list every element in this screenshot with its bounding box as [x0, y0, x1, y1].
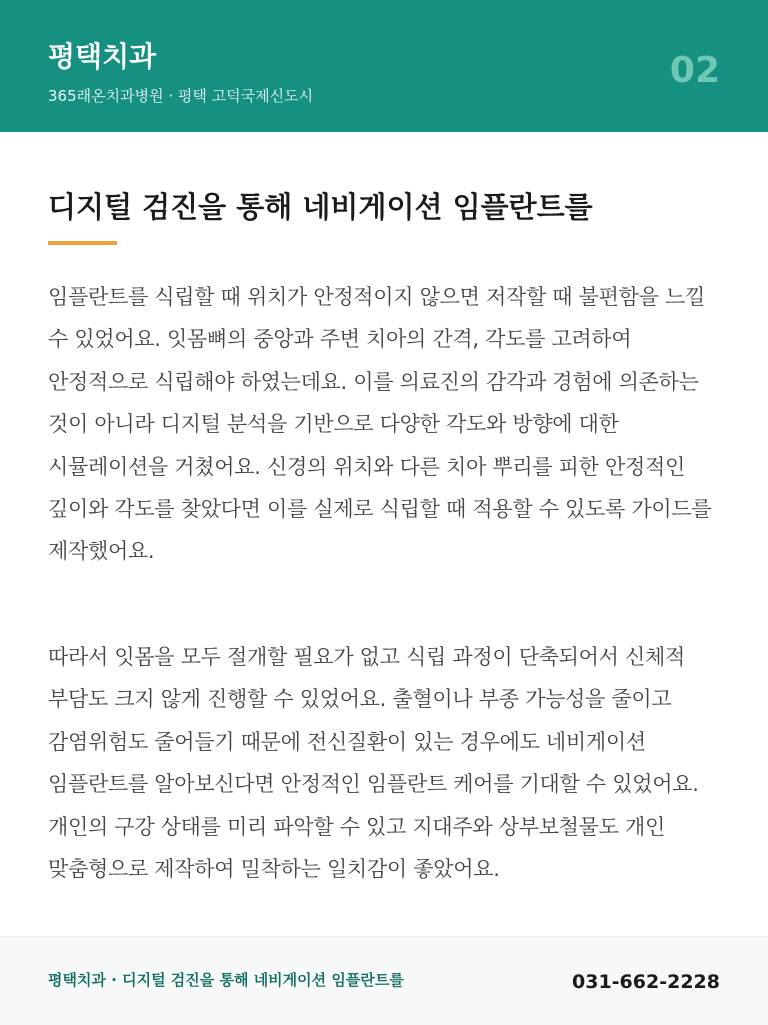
- title-accent-bar: [48, 241, 117, 245]
- footer-caption: 평택치과 · 디지털 검진을 통해 네비게이션 임플란트를: [48, 971, 404, 989]
- article-paragraph-1: 임플란트를 식립할 때 위치가 안정적이지 않으면 저작할 때 불편함을 느낄 수 있었어요. 잇몸뼈의 중앙과 주변 치아의 간격, 각도를 고려하여 안정적으로 식립해야 하였는데요. 이를 의료진의 감각과 경험에 의존하는 것이 아니라 디지털 분석을 기반으로 다양한 각도와 방향에 대한 시뮬레이션을 거쳤어요. 신경의 위치와 다른 치아 뿌리를 피한 안정적인 깊이와 각도를 찾았다면 이를 실제로 식립할 때 적용할 수 있도록 가이드를 제작했어요.: [48, 285, 712, 564]
- article-title: 디지털 검진을 통해 네비게이션 임플란트를: [48, 190, 593, 224]
- header-banner: [0, 0, 768, 132]
- footer-bar: [0, 936, 768, 1025]
- page-number: 02: [669, 50, 720, 91]
- footer-phone-number: 031-662-2228: [572, 971, 720, 993]
- brand-title: 평택치과: [48, 40, 157, 73]
- article-paragraph-2: 따라서 잇몸을 모두 절개할 필요가 없고 식립 과정이 단축되어서 신체적 부담도 크지 않게 진행할 수 있었어요. 출혈이나 부종 가능성을 줄이고 감염위험도 줄어들기 때문에 전신질환이 있는 경우에도 네비게이션 임플란트를 알아보신다면 안정적인 임플란트 케어를 기대할 수 있었어요. 개인의 구강 상태를 미리 파악할 수 있고 지대주와 상부보철물도 개인 맞춤형으로 제작하여 밀착하는 일치감이 좋았어요.: [48, 645, 699, 882]
- brand-subtitle: 365래온치과병원 · 평택 고덕국제신도시: [48, 87, 314, 105]
